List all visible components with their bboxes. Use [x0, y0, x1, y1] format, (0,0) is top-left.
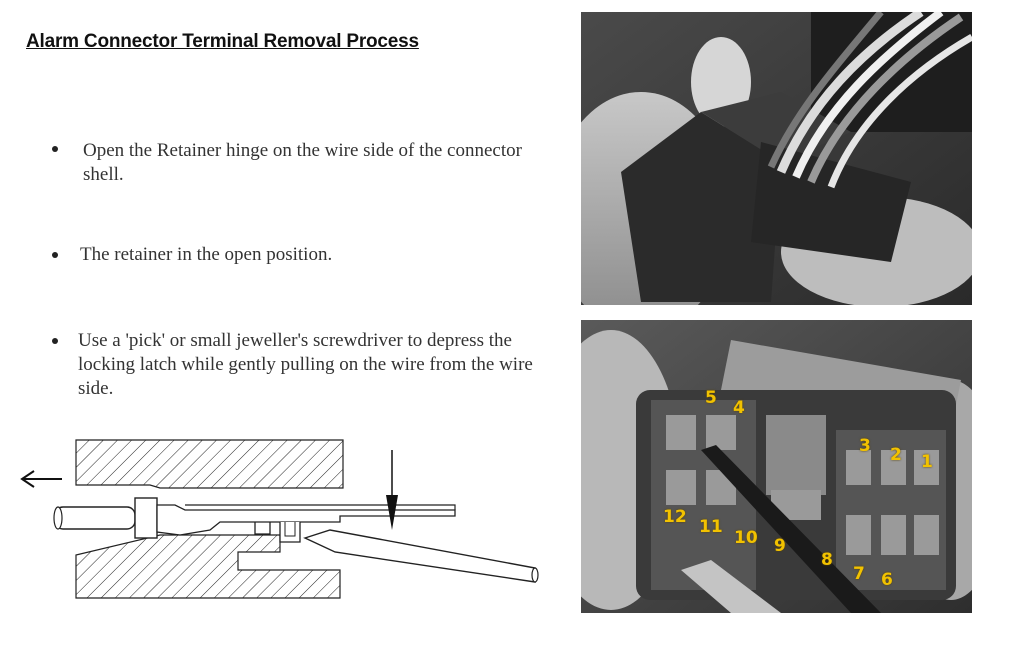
step-open-retainer	[83, 139, 523, 187]
pin-label: 8	[821, 550, 833, 570]
step-retainer-open	[80, 243, 540, 267]
pin-label: 9	[774, 536, 786, 556]
pin-label: 4	[733, 398, 745, 418]
bullet-dot	[52, 338, 58, 344]
step-text: Open the Retainer hinge on the wire side of the connector shell.	[83, 140, 522, 185]
pin-label: 10	[734, 528, 758, 548]
page-title: Alarm Connector Terminal Removal Process	[26, 31, 419, 52]
pin-label: 6	[881, 570, 893, 590]
pin-label: 1	[921, 452, 933, 472]
connector-terminal-face-photo	[581, 320, 972, 613]
step-text: The retainer in the open position.	[80, 244, 333, 265]
pin-label: 7	[853, 564, 865, 584]
pin-label: 11	[699, 517, 723, 537]
pin-label: 3	[859, 436, 871, 456]
step-depress-latch	[78, 329, 558, 401]
terminal-removal-diagram	[0, 430, 560, 610]
connector-wire-side-photo	[581, 12, 972, 305]
step-text: Use a 'pick' or small jeweller's screwdriver to depress the locking latch while gently pulling on the wire from the wire side.	[78, 330, 533, 399]
pin-label: 2	[890, 445, 902, 465]
bullet-dot	[52, 252, 58, 258]
pin-label: 12	[663, 507, 687, 527]
pin-label: 5	[705, 388, 717, 408]
bullet-dot	[52, 146, 58, 152]
